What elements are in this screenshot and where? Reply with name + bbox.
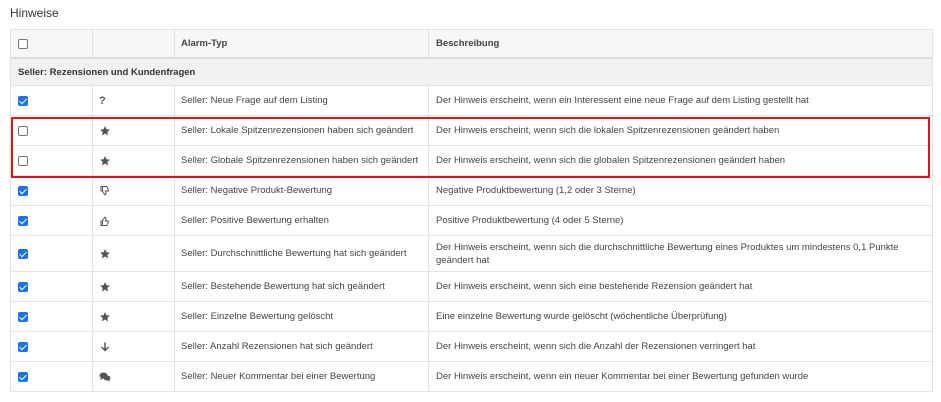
row-checkbox[interactable] <box>18 186 28 196</box>
arrow-down-icon <box>99 341 111 353</box>
alarm-type: Seller: Neue Frage auf dem Listing <box>175 86 429 115</box>
row-checkbox[interactable] <box>18 156 28 166</box>
row-select-cell <box>11 146 93 175</box>
alarm-type: Seller: Negative Produkt-Bewertung <box>175 176 429 205</box>
star-icon <box>99 155 111 167</box>
alarm-description: Positive Produktbewertung (4 oder 5 Sterne) <box>436 215 624 226</box>
section-title: Hinweise <box>10 6 59 20</box>
thumbs-up-icon <box>99 215 111 227</box>
row-icon-cell <box>93 362 175 391</box>
row-select-cell <box>11 176 93 205</box>
alarm-type: Seller: Anzahl Rezensionen hat sich geändert <box>175 332 429 361</box>
table-row <box>11 332 932 362</box>
star-icon <box>99 311 111 323</box>
row-checkbox[interactable] <box>18 249 28 259</box>
alarm-type: Seller: Positive Bewertung erhalten <box>175 206 429 235</box>
table-row <box>11 236 932 272</box>
row-select-cell <box>11 302 93 331</box>
row-checkbox[interactable] <box>18 342 28 352</box>
row-checkbox[interactable] <box>18 282 28 292</box>
alarm-description: Der Hinweis erscheint, wenn sich die globalen Spitzenrezensionen geändert haben <box>436 155 786 166</box>
table-row <box>11 116 932 146</box>
row-select-cell <box>11 86 93 115</box>
alarm-type: Seller: Neuer Kommentar bei einer Bewertung <box>175 362 429 391</box>
row-icon-cell <box>93 236 175 271</box>
comments-icon <box>99 371 111 383</box>
table-row <box>11 206 932 236</box>
row-icon-cell <box>93 146 175 175</box>
row-select-cell <box>11 332 93 361</box>
table-row <box>11 146 932 176</box>
alarm-description: Der Hinweis erscheint, wenn ein neuer Kommentar bei einer Bewertung gefunden wurde <box>436 371 809 382</box>
table-row <box>11 86 932 116</box>
row-checkbox[interactable] <box>18 372 28 382</box>
thumbs-down-icon <box>99 185 111 197</box>
alarm-description: Der Hinweis erscheint, wenn sich die Anzahl der Rezensionen verringert hat <box>436 341 756 352</box>
table-body <box>11 86 932 392</box>
row-select-cell <box>11 362 93 391</box>
table-row <box>11 272 932 302</box>
alarm-description: Der Hinweis erscheint, wenn sich die lokalen Spitzenrezensionen geändert haben <box>436 125 780 136</box>
header-icon-cell <box>93 30 175 57</box>
alarm-type: Seller: Einzelne Bewertung gelöscht <box>175 302 429 331</box>
star-icon <box>99 281 111 293</box>
row-icon-cell <box>93 176 175 205</box>
row-checkbox[interactable] <box>18 312 28 322</box>
alarm-type: Seller: Durchschnittliche Bewertung hat sich geändert <box>175 236 429 271</box>
alarm-type: Seller: Globale Spitzenrezensionen haben sich geändert <box>175 146 429 175</box>
alerts-table <box>10 29 933 392</box>
header-description: Beschreibung <box>436 38 500 49</box>
select-all-checkbox[interactable] <box>18 39 28 49</box>
alarm-type: Seller: Lokale Spitzenrezensionen haben sich geändert <box>175 116 429 145</box>
row-icon-cell <box>93 116 175 145</box>
row-select-cell <box>11 272 93 301</box>
row-checkbox[interactable] <box>18 216 28 226</box>
table-row <box>11 302 932 332</box>
header-select-cell <box>11 30 93 57</box>
star-icon <box>99 125 111 137</box>
row-icon-cell <box>93 302 175 331</box>
row-icon-cell <box>93 206 175 235</box>
row-select-cell <box>11 206 93 235</box>
alarm-description: Der Hinweis erscheint, wenn sich die durchschnittliche Bewertung eines Produktes um mindestens 0,1 Punkte geändert hat <box>436 241 899 266</box>
row-select-cell <box>11 116 93 145</box>
alarm-type: Seller: Bestehende Bewertung hat sich geändert <box>175 272 429 301</box>
question-icon: ? <box>99 94 106 107</box>
table-header <box>11 29 932 59</box>
alarm-description: Der Hinweis erscheint, wenn sich eine bestehende Rezension geändert hat <box>436 281 753 292</box>
row-icon-cell <box>93 332 175 361</box>
alarm-description: Eine einzelne Bewertung wurde gelöscht (wöchentliche Überprüfung) <box>436 311 727 322</box>
table-row <box>11 362 932 392</box>
row-icon-cell <box>93 272 175 301</box>
row-select-cell <box>11 236 93 271</box>
row-checkbox[interactable] <box>18 126 28 136</box>
group-header: Seller: Rezensionen und Kundenfragen <box>11 59 932 86</box>
table-row <box>11 176 932 206</box>
row-icon-cell <box>93 86 175 115</box>
row-checkbox[interactable] <box>18 96 28 106</box>
alarm-description: Negative Produktbewertung (1,2 oder 3 Sterne) <box>436 185 636 196</box>
header-alarm-type: Alarm-Typ <box>175 30 429 57</box>
star-icon <box>99 248 111 260</box>
alarm-description: Der Hinweis erscheint, wenn ein Interessent eine neue Frage auf dem Listing gestellt hat <box>436 95 809 106</box>
